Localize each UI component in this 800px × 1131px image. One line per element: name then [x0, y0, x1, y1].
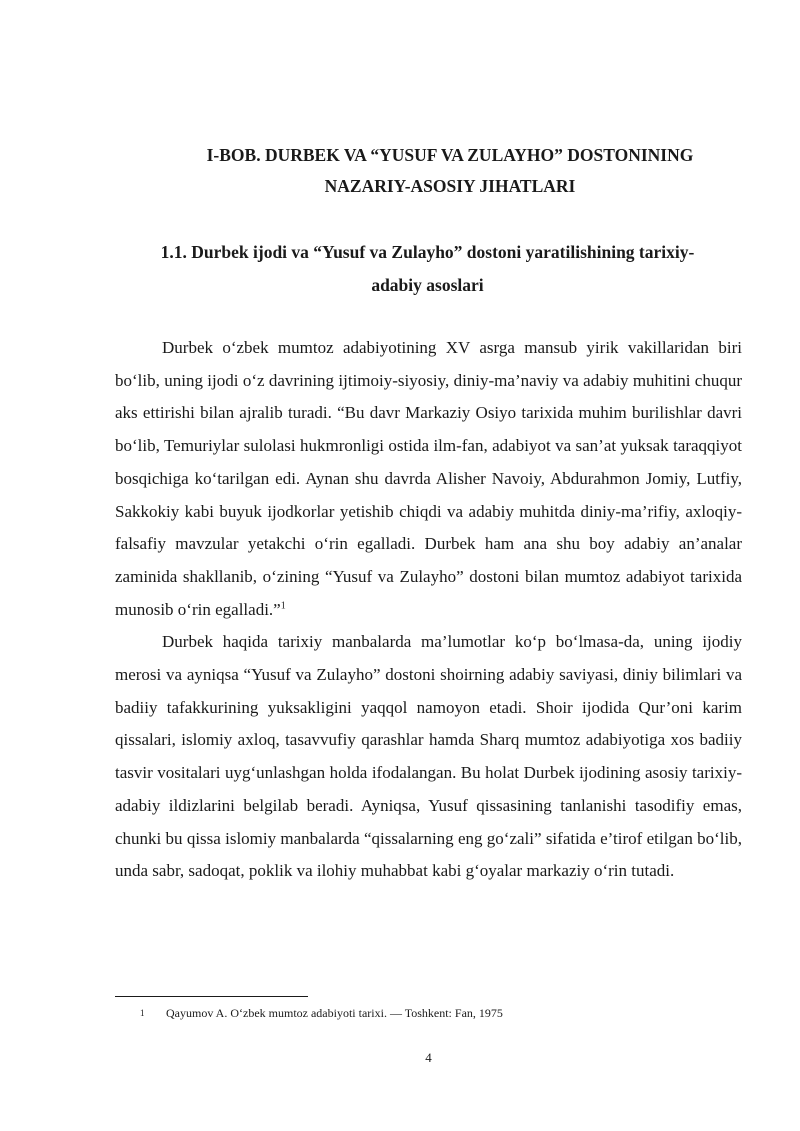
- chapter-title-line-2: NAZARIY-ASOSIY JIHATLARI: [324, 176, 576, 196]
- section-title-line-1: 1.1. Durbek ijodi va “Yusuf va Zulayho” dostoni yaratilishining tarixiy-: [160, 242, 695, 262]
- footnote-divider: [115, 996, 308, 997]
- paragraph-2-text: Durbek haqida tarixiy manbalarda ma’lumotlar ko‘p bo‘lmasa-da, uning ijodiy merosi va ayniqsa “Yusuf va Zulayho” dostoni shoirning adabiy saviyasi, diniy bilimlari va badiiy tafakkurining yuksakligini yaqqol namoyon etadi. Shoir ijodida Qur’oni karim qissalari, islomiy axloq, tasavvufiy qarashlar hamda Sharq mumtoz adabiyotiga xos badiiy tasvir vositalari uyg‘unlashgan holda ifodalangan. Bu holat Durbek ijodining asosiy tarixiy-adabiy ildizlarini belgilab beradi. Ayniqsa, Yusuf qissasining tanlanishi tasodifiy emas, chunki bu qissa islomiy manbalarda “qissalarning eng go‘zali” sifatida e’tirof etilgan bo‘lib, unda sabr, sadoqat, poklik va ilohiy muhabbat kabi g‘oyalar markaziy o‘rin tutadi.: [115, 632, 742, 881]
- footnote-number: 1: [140, 1008, 145, 1018]
- paragraph-1: [115, 332, 742, 626]
- section-title: [115, 236, 740, 302]
- chapter-title: [120, 140, 780, 202]
- section-title-line-2: adabiy asoslari: [371, 275, 484, 295]
- paragraph-2: [115, 626, 742, 888]
- footnote: [140, 1005, 503, 1021]
- footnote-text: Qayumov A. O‘zbek mumtoz adabiyoti tarixi. — Toshkent: Fan, 1975: [166, 1006, 503, 1020]
- page-number: 4: [425, 1050, 432, 1065]
- paragraph-1-text: Durbek o‘zbek mumtoz adabiyotining XV asrga mansub yirik vakillaridan biri bo‘lib, uning ijodi o‘z davrining ijtimoiy-siyosiy, diniy-ma’naviy va adabiy muhitini chuqur aks ettirishi bilan ajralib turadi. “Bu davr Markaziy Osiyo tarixida muhim burilishlar davri bo‘lib, Temuriylar sulolasi hukmronligi ostida ilm-fan, adabiyot va san’at yuksak taraqqiyot bosqichiga ko‘tarilgan edi. Aynan shu davrda Alisher Navoiy, Abdurahmon Jomiy, Lutfiy, Sakkokiy kabi buyuk ijodkorlar yetishib chiqdi va adabiy muhitda diniy-ma’rifiy, axloqiy-falsafiy mavzular yetakchi o‘rin egalladi. Durbek ham ana shu boy adabiy an’analar zaminida shakllanib, o‘zining “Yusuf va Zulayho” dostoni bilan mumtoz adabiyot tarixida munosib o‘rin egalladi.”: [115, 338, 742, 619]
- chapter-title-line-1: I-BOB. DURBEK VA “YUSUF VA ZULAYHO” DOSTONINING: [206, 145, 694, 165]
- footnote-reference[interactable]: 1: [280, 599, 286, 611]
- body-text: [115, 332, 742, 888]
